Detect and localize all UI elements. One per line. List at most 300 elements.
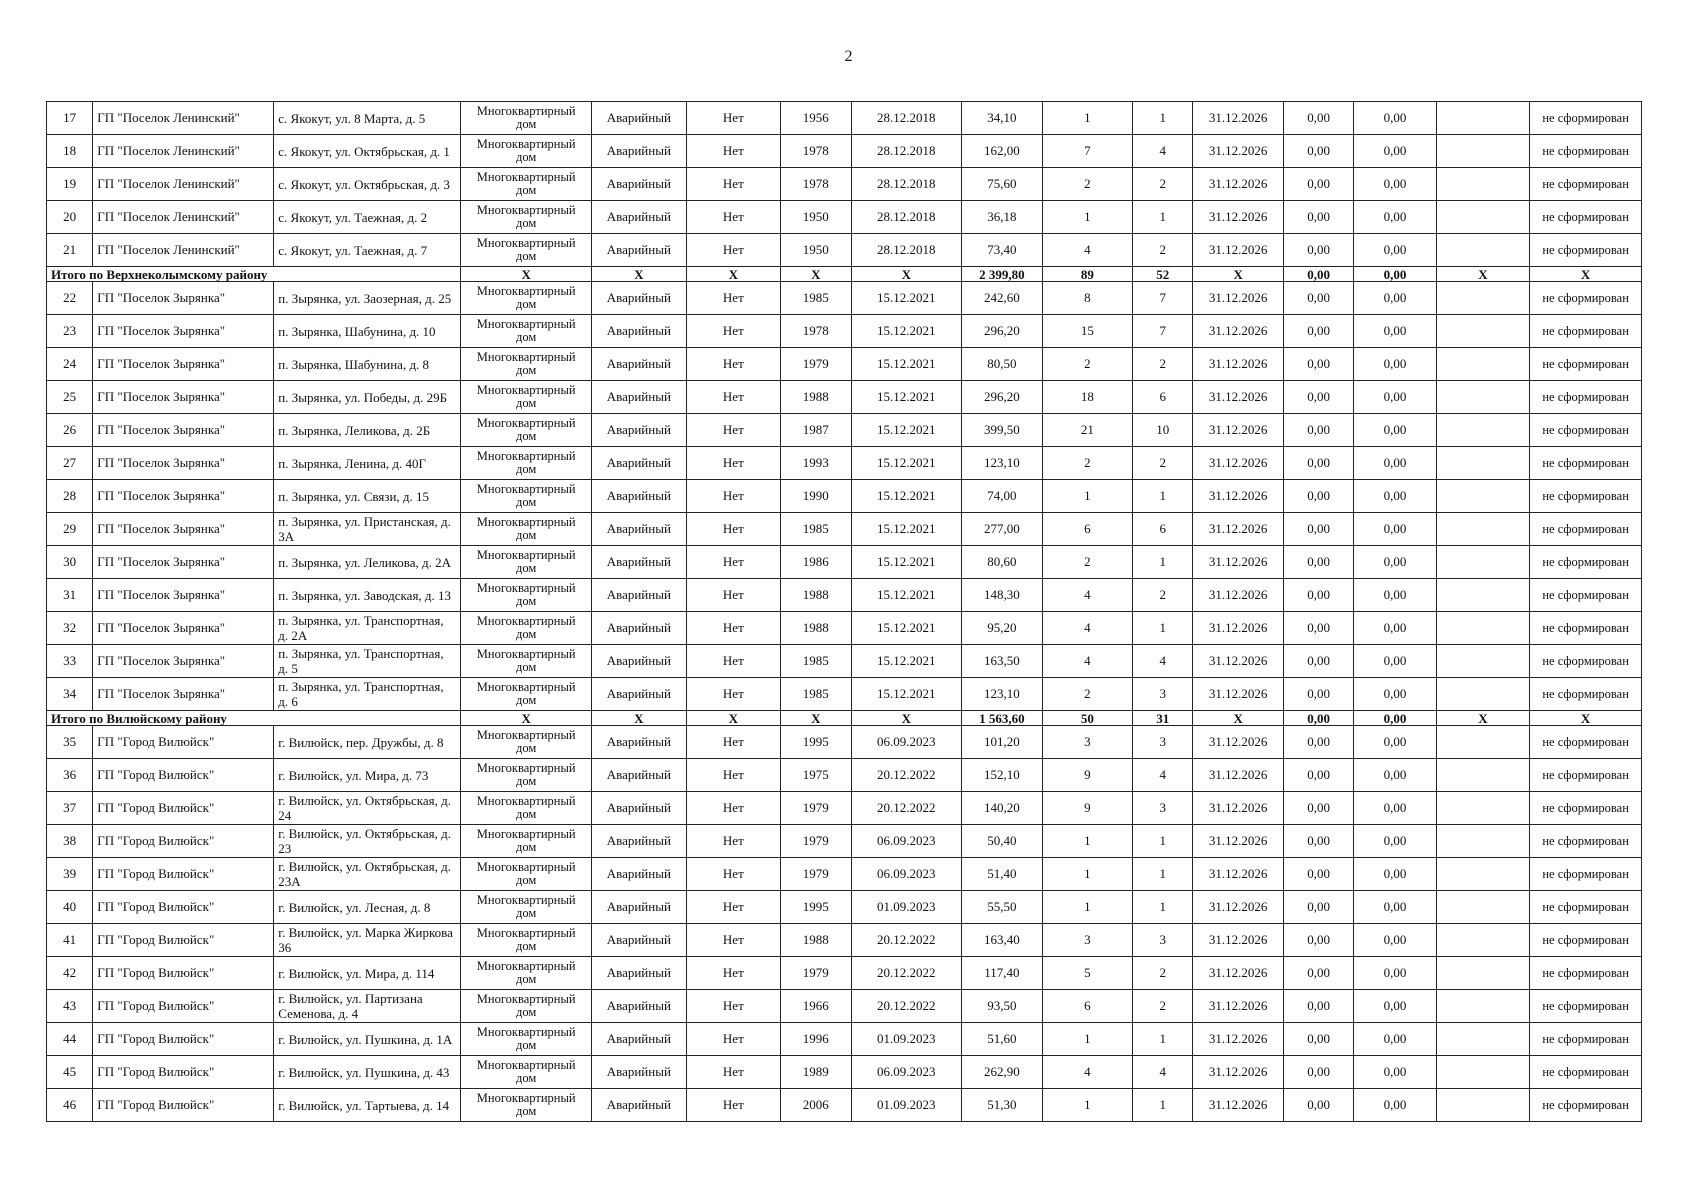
- subtotal-row: [47, 267, 1642, 282]
- cell-empty: [1436, 102, 1530, 135]
- cell-status: не сформирован: [1530, 513, 1642, 546]
- cell-x: X: [1436, 711, 1530, 726]
- cell-units: 4: [1133, 759, 1193, 792]
- cell-units: 1: [1133, 858, 1193, 891]
- cell-area: 80,50: [962, 348, 1042, 381]
- cell-deadline: 31.12.2026: [1193, 924, 1284, 957]
- cell-deadline: 31.12.2026: [1193, 990, 1284, 1023]
- cell-value-2: 0,00: [1354, 579, 1436, 612]
- cell-status: не сформирован: [1530, 234, 1642, 267]
- cell-deadline: 31.12.2026: [1193, 1089, 1284, 1122]
- cell-status: не сформирован: [1530, 825, 1642, 858]
- cell-deadline: 31.12.2026: [1193, 579, 1284, 612]
- cell-flag: Нет: [686, 792, 781, 825]
- cell-flag: Нет: [686, 678, 781, 711]
- cell-empty: [1436, 990, 1530, 1023]
- cell-value-2: 0,00: [1354, 480, 1436, 513]
- cell-recognition-date: 15.12.2021: [851, 513, 962, 546]
- cell-deadline: 31.12.2026: [1193, 480, 1284, 513]
- cell-year: 1979: [781, 792, 851, 825]
- cell-number: 31: [47, 579, 93, 612]
- cell-number: 45: [47, 1056, 93, 1089]
- cell-municipality: ГП "Поселок Ленинский": [93, 201, 274, 234]
- table-row: [47, 1023, 1642, 1056]
- cell-deadline: 31.12.2026: [1193, 957, 1284, 990]
- cell-x: X: [592, 711, 687, 726]
- cell-recognition-date: 20.12.2022: [851, 792, 962, 825]
- cell-area: 123,10: [962, 447, 1042, 480]
- cell-x: X: [1193, 267, 1284, 282]
- cell-building-type: Многоквартирный дом: [461, 858, 592, 891]
- subtotal-label: Итого по Вилюйскому району: [47, 711, 461, 726]
- cell-municipality: ГП "Город Вилюйск": [93, 891, 274, 924]
- cell-building-type: Многоквартирный дом: [461, 579, 592, 612]
- cell-building-type: Многоквартирный дом: [461, 135, 592, 168]
- cell-units: 6: [1133, 513, 1193, 546]
- cell-recognition-date: 20.12.2022: [851, 759, 962, 792]
- cell-recognition-date: 28.12.2018: [851, 168, 962, 201]
- cell-flag: Нет: [686, 102, 781, 135]
- cell-status: не сформирован: [1530, 135, 1642, 168]
- cell-deadline: 31.12.2026: [1193, 546, 1284, 579]
- cell-recognition-date: 15.12.2021: [851, 678, 962, 711]
- cell-condition: Аварийный: [592, 612, 687, 645]
- cell-recognition-date: 06.09.2023: [851, 858, 962, 891]
- cell-municipality: ГП "Поселок Зырянка": [93, 315, 274, 348]
- cell-value-1: 0,00: [1283, 234, 1353, 267]
- cell-number: 25: [47, 381, 93, 414]
- table-row: [47, 414, 1642, 447]
- cell-residents: 4: [1042, 234, 1133, 267]
- cell-deadline: 31.12.2026: [1193, 759, 1284, 792]
- cell-value-1: 0,00: [1283, 447, 1353, 480]
- cell-year: 1978: [781, 168, 851, 201]
- cell-status: не сформирован: [1530, 381, 1642, 414]
- cell-condition: Аварийный: [592, 546, 687, 579]
- cell-building-type: Многоквартирный дом: [461, 546, 592, 579]
- cell-recognition-date: 20.12.2022: [851, 957, 962, 990]
- cell-residents: 2: [1042, 168, 1133, 201]
- table-row: [47, 546, 1642, 579]
- cell-address: п. Зырянка, Шабунина, д. 10: [274, 315, 461, 348]
- cell-year: 1966: [781, 990, 851, 1023]
- cell-condition: Аварийный: [592, 447, 687, 480]
- cell-x: X: [1530, 267, 1642, 282]
- cell-flag: Нет: [686, 168, 781, 201]
- cell-municipality: ГП "Поселок Зырянка": [93, 612, 274, 645]
- cell-residents: 2: [1042, 447, 1133, 480]
- cell-number: 23: [47, 315, 93, 348]
- cell-empty: [1436, 759, 1530, 792]
- cell-year: 1989: [781, 1056, 851, 1089]
- subtotal-row: [47, 711, 1642, 726]
- cell-value-2: 0,00: [1354, 348, 1436, 381]
- cell-flag: Нет: [686, 759, 781, 792]
- cell-value-1: 0,00: [1283, 957, 1353, 990]
- cell-empty: [1436, 825, 1530, 858]
- cell-recognition-date: 06.09.2023: [851, 726, 962, 759]
- cell-address: г. Вилюйск, ул. Октябрьская, д. 23А: [274, 858, 461, 891]
- cell-units: 2: [1133, 234, 1193, 267]
- cell-area: 93,50: [962, 990, 1042, 1023]
- cell-recognition-date: 15.12.2021: [851, 381, 962, 414]
- cell-x: X: [1530, 711, 1642, 726]
- cell-building-type: Многоквартирный дом: [461, 726, 592, 759]
- cell-total-value-1: 0,00: [1283, 711, 1353, 726]
- cell-units: 3: [1133, 726, 1193, 759]
- cell-units: 1: [1133, 825, 1193, 858]
- cell-address: п. Зырянка, Ленина, д. 40Г: [274, 447, 461, 480]
- cell-status: не сформирован: [1530, 759, 1642, 792]
- cell-area: 296,20: [962, 315, 1042, 348]
- cell-empty: [1436, 480, 1530, 513]
- cell-empty: [1436, 612, 1530, 645]
- cell-flag: Нет: [686, 447, 781, 480]
- cell-value-2: 0,00: [1354, 513, 1436, 546]
- cell-deadline: 31.12.2026: [1193, 234, 1284, 267]
- cell-status: не сформирован: [1530, 102, 1642, 135]
- cell-status: не сформирован: [1530, 447, 1642, 480]
- cell-condition: Аварийный: [592, 825, 687, 858]
- cell-municipality: ГП "Поселок Ленинский": [93, 168, 274, 201]
- cell-building-type: Многоквартирный дом: [461, 282, 592, 315]
- cell-municipality: ГП "Поселок Зырянка": [93, 414, 274, 447]
- cell-area: 163,40: [962, 924, 1042, 957]
- cell-municipality: ГП "Город Вилюйск": [93, 957, 274, 990]
- cell-status: не сформирован: [1530, 990, 1642, 1023]
- cell-year: 1990: [781, 480, 851, 513]
- cell-building-type: Многоквартирный дом: [461, 1056, 592, 1089]
- cell-recognition-date: 28.12.2018: [851, 234, 962, 267]
- cell-units: 4: [1133, 135, 1193, 168]
- cell-deadline: 31.12.2026: [1193, 726, 1284, 759]
- cell-deadline: 31.12.2026: [1193, 825, 1284, 858]
- cell-area: 162,00: [962, 135, 1042, 168]
- cell-status: не сформирован: [1530, 1056, 1642, 1089]
- cell-address: п. Зырянка, ул. Леликова, д. 2А: [274, 546, 461, 579]
- cell-building-type: Многоквартирный дом: [461, 513, 592, 546]
- cell-recognition-date: 15.12.2021: [851, 546, 962, 579]
- cell-value-1: 0,00: [1283, 678, 1353, 711]
- cell-value-1: 0,00: [1283, 891, 1353, 924]
- cell-address: с. Якокут, ул. Таежная, д. 2: [274, 201, 461, 234]
- cell-value-2: 0,00: [1354, 1056, 1436, 1089]
- cell-building-type: Многоквартирный дом: [461, 924, 592, 957]
- cell-municipality: ГП "Поселок Зырянка": [93, 447, 274, 480]
- cell-recognition-date: 20.12.2022: [851, 990, 962, 1023]
- cell-municipality: ГП "Город Вилюйск": [93, 1089, 274, 1122]
- cell-number: 43: [47, 990, 93, 1023]
- cell-address: г. Вилюйск, ул. Мира, д. 114: [274, 957, 461, 990]
- cell-value-2: 0,00: [1354, 546, 1436, 579]
- cell-total-value-2: 0,00: [1354, 711, 1436, 726]
- cell-building-type: Многоквартирный дом: [461, 201, 592, 234]
- cell-address: п. Зырянка, ул. Связи, д. 15: [274, 480, 461, 513]
- cell-value-1: 0,00: [1283, 480, 1353, 513]
- cell-building-type: Многоквартирный дом: [461, 168, 592, 201]
- cell-condition: Аварийный: [592, 102, 687, 135]
- table-row: [47, 168, 1642, 201]
- cell-value-1: 0,00: [1283, 990, 1353, 1023]
- cell-condition: Аварийный: [592, 678, 687, 711]
- table-row: [47, 201, 1642, 234]
- cell-address: г. Вилюйск, ул. Мира, д. 73: [274, 759, 461, 792]
- cell-residents: 6: [1042, 513, 1133, 546]
- cell-condition: Аварийный: [592, 381, 687, 414]
- table-row: [47, 678, 1642, 711]
- cell-address: п. Зырянка, ул. Заводская, д. 13: [274, 579, 461, 612]
- cell-status: не сформирован: [1530, 858, 1642, 891]
- cell-number: 20: [47, 201, 93, 234]
- cell-municipality: ГП "Город Вилюйск": [93, 924, 274, 957]
- cell-units: 6: [1133, 381, 1193, 414]
- cell-value-2: 0,00: [1354, 924, 1436, 957]
- cell-municipality: ГП "Город Вилюйск": [93, 792, 274, 825]
- cell-value-1: 0,00: [1283, 792, 1353, 825]
- cell-year: 1979: [781, 348, 851, 381]
- cell-deadline: 31.12.2026: [1193, 1023, 1284, 1056]
- cell-total-people: 50: [1042, 711, 1133, 726]
- cell-area: 51,30: [962, 1089, 1042, 1122]
- cell-status: не сформирован: [1530, 957, 1642, 990]
- cell-number: 46: [47, 1089, 93, 1122]
- cell-empty: [1436, 579, 1530, 612]
- subtotal-label: Итого по Верхнеколымскому району: [47, 267, 461, 282]
- cell-value-2: 0,00: [1354, 201, 1436, 234]
- cell-recognition-date: 01.09.2023: [851, 1023, 962, 1056]
- cell-empty: [1436, 201, 1530, 234]
- table-row: [47, 513, 1642, 546]
- cell-year: 1996: [781, 1023, 851, 1056]
- cell-condition: Аварийный: [592, 1089, 687, 1122]
- cell-number: 17: [47, 102, 93, 135]
- cell-empty: [1436, 1023, 1530, 1056]
- cell-recognition-date: 01.09.2023: [851, 1089, 962, 1122]
- cell-residents: 1: [1042, 1023, 1133, 1056]
- cell-building-type: Многоквартирный дом: [461, 348, 592, 381]
- cell-municipality: ГП "Город Вилюйск": [93, 990, 274, 1023]
- cell-value-1: 0,00: [1283, 645, 1353, 678]
- cell-address: с. Якокут, ул. Октябрьская, д. 3: [274, 168, 461, 201]
- cell-building-type: Многоквартирный дом: [461, 102, 592, 135]
- cell-number: 40: [47, 891, 93, 924]
- cell-flag: Нет: [686, 957, 781, 990]
- cell-value-1: 0,00: [1283, 315, 1353, 348]
- cell-building-type: Многоквартирный дом: [461, 447, 592, 480]
- cell-units: 3: [1133, 678, 1193, 711]
- cell-status: не сформирован: [1530, 168, 1642, 201]
- cell-building-type: Многоквартирный дом: [461, 792, 592, 825]
- cell-units: 2: [1133, 348, 1193, 381]
- cell-year: 1988: [781, 381, 851, 414]
- cell-value-1: 0,00: [1283, 348, 1353, 381]
- cell-units: 1: [1133, 612, 1193, 645]
- cell-area: 74,00: [962, 480, 1042, 513]
- cell-x: X: [461, 711, 592, 726]
- cell-number: 39: [47, 858, 93, 891]
- cell-recognition-date: 15.12.2021: [851, 414, 962, 447]
- cell-number: 35: [47, 726, 93, 759]
- cell-municipality: ГП "Город Вилюйск": [93, 759, 274, 792]
- cell-area: 51,60: [962, 1023, 1042, 1056]
- cell-empty: [1436, 1089, 1530, 1122]
- cell-residents: 1: [1042, 201, 1133, 234]
- cell-address: г. Вилюйск, ул. Марка Жиркова 36: [274, 924, 461, 957]
- cell-municipality: ГП "Поселок Зырянка": [93, 348, 274, 381]
- cell-flag: Нет: [686, 1089, 781, 1122]
- cell-units: 2: [1133, 447, 1193, 480]
- cell-address: г. Вилюйск, пер. Дружбы, д. 8: [274, 726, 461, 759]
- cell-condition: Аварийный: [592, 891, 687, 924]
- cell-deadline: 31.12.2026: [1193, 102, 1284, 135]
- cell-address: п. Зырянка, ул. Пристанская, д. 3А: [274, 513, 461, 546]
- cell-condition: Аварийный: [592, 234, 687, 267]
- cell-units: 1: [1133, 480, 1193, 513]
- cell-condition: Аварийный: [592, 168, 687, 201]
- cell-residents: 7: [1042, 135, 1133, 168]
- cell-address: г. Вилюйск, ул. Партизана Семенова, д. 4: [274, 990, 461, 1023]
- cell-deadline: 31.12.2026: [1193, 201, 1284, 234]
- cell-area: 95,20: [962, 612, 1042, 645]
- cell-number: 27: [47, 447, 93, 480]
- cell-status: не сформирован: [1530, 579, 1642, 612]
- cell-value-2: 0,00: [1354, 612, 1436, 645]
- cell-building-type: Многоквартирный дом: [461, 825, 592, 858]
- cell-value-1: 0,00: [1283, 759, 1353, 792]
- table-row: [47, 348, 1642, 381]
- cell-residents: 3: [1042, 726, 1133, 759]
- cell-number: 24: [47, 348, 93, 381]
- cell-number: 42: [47, 957, 93, 990]
- table-row: [47, 957, 1642, 990]
- table-row: [47, 612, 1642, 645]
- cell-area: 123,10: [962, 678, 1042, 711]
- cell-value-2: 0,00: [1354, 957, 1436, 990]
- cell-flag: Нет: [686, 858, 781, 891]
- cell-address: г. Вилюйск, ул. Лесная, д. 8: [274, 891, 461, 924]
- cell-value-1: 0,00: [1283, 102, 1353, 135]
- cell-residents: 4: [1042, 645, 1133, 678]
- cell-recognition-date: 15.12.2021: [851, 447, 962, 480]
- cell-status: не сформирован: [1530, 546, 1642, 579]
- table-row: [47, 792, 1642, 825]
- registry-body: [47, 102, 1642, 1122]
- cell-value-1: 0,00: [1283, 1056, 1353, 1089]
- cell-year: 1986: [781, 546, 851, 579]
- cell-units: 1: [1133, 546, 1193, 579]
- cell-condition: Аварийный: [592, 1023, 687, 1056]
- cell-building-type: Многоквартирный дом: [461, 414, 592, 447]
- cell-year: 1995: [781, 726, 851, 759]
- cell-year: 1950: [781, 234, 851, 267]
- table-row: [47, 858, 1642, 891]
- cell-value-1: 0,00: [1283, 924, 1353, 957]
- cell-address: г. Вилюйск, ул. Пушкина, д. 1А: [274, 1023, 461, 1056]
- cell-total-area: 1 563,60: [962, 711, 1042, 726]
- cell-residents: 18: [1042, 381, 1133, 414]
- cell-residents: 4: [1042, 1056, 1133, 1089]
- cell-empty: [1436, 348, 1530, 381]
- cell-deadline: 31.12.2026: [1193, 315, 1284, 348]
- cell-empty: [1436, 168, 1530, 201]
- cell-value-2: 0,00: [1354, 414, 1436, 447]
- cell-deadline: 31.12.2026: [1193, 282, 1284, 315]
- cell-value-1: 0,00: [1283, 612, 1353, 645]
- cell-status: не сформирован: [1530, 792, 1642, 825]
- cell-value-2: 0,00: [1354, 1023, 1436, 1056]
- cell-number: 28: [47, 480, 93, 513]
- table-row: [47, 579, 1642, 612]
- cell-building-type: Многоквартирный дом: [461, 990, 592, 1023]
- table-row: [47, 990, 1642, 1023]
- table-row: [47, 1056, 1642, 1089]
- table-row: [47, 135, 1642, 168]
- cell-residents: 1: [1042, 858, 1133, 891]
- cell-number: 37: [47, 792, 93, 825]
- cell-municipality: ГП "Город Вилюйск": [93, 858, 274, 891]
- cell-flag: Нет: [686, 645, 781, 678]
- cell-number: 36: [47, 759, 93, 792]
- cell-municipality: ГП "Город Вилюйск": [93, 1023, 274, 1056]
- cell-address: п. Зырянка, ул. Транспортная, д. 5: [274, 645, 461, 678]
- cell-value-1: 0,00: [1283, 513, 1353, 546]
- cell-residents: 1: [1042, 825, 1133, 858]
- table-row: [47, 1089, 1642, 1122]
- cell-x: X: [781, 711, 851, 726]
- cell-address: г. Вилюйск, ул. Пушкина, д. 43: [274, 1056, 461, 1089]
- cell-residents: 3: [1042, 924, 1133, 957]
- cell-value-1: 0,00: [1283, 546, 1353, 579]
- cell-number: 18: [47, 135, 93, 168]
- cell-building-type: Многоквартирный дом: [461, 1089, 592, 1122]
- cell-status: не сформирован: [1530, 726, 1642, 759]
- cell-recognition-date: 15.12.2021: [851, 315, 962, 348]
- cell-deadline: 31.12.2026: [1193, 891, 1284, 924]
- cell-flag: Нет: [686, 1023, 781, 1056]
- cell-number: 38: [47, 825, 93, 858]
- cell-value-2: 0,00: [1354, 645, 1436, 678]
- cell-status: не сформирован: [1530, 612, 1642, 645]
- cell-value-1: 0,00: [1283, 168, 1353, 201]
- cell-residents: 1: [1042, 480, 1133, 513]
- cell-x: X: [461, 267, 592, 282]
- cell-area: 75,60: [962, 168, 1042, 201]
- cell-building-type: Многоквартирный дом: [461, 891, 592, 924]
- cell-number: 19: [47, 168, 93, 201]
- cell-year: 1988: [781, 612, 851, 645]
- cell-deadline: 31.12.2026: [1193, 135, 1284, 168]
- cell-condition: Аварийный: [592, 348, 687, 381]
- cell-number: 21: [47, 234, 93, 267]
- cell-year: 1979: [781, 825, 851, 858]
- cell-flag: Нет: [686, 546, 781, 579]
- table-row: [47, 315, 1642, 348]
- cell-flag: Нет: [686, 381, 781, 414]
- cell-condition: Аварийный: [592, 645, 687, 678]
- cell-building-type: Многоквартирный дом: [461, 234, 592, 267]
- cell-building-type: Многоквартирный дом: [461, 957, 592, 990]
- cell-area: 80,60: [962, 546, 1042, 579]
- cell-value-1: 0,00: [1283, 825, 1353, 858]
- table-row: [47, 381, 1642, 414]
- cell-building-type: Многоквартирный дом: [461, 480, 592, 513]
- table-row: [47, 924, 1642, 957]
- cell-area: 117,40: [962, 957, 1042, 990]
- cell-year: 1978: [781, 135, 851, 168]
- cell-total-area: 2 399,80: [962, 267, 1042, 282]
- cell-area: 36,18: [962, 201, 1042, 234]
- table-row: [47, 447, 1642, 480]
